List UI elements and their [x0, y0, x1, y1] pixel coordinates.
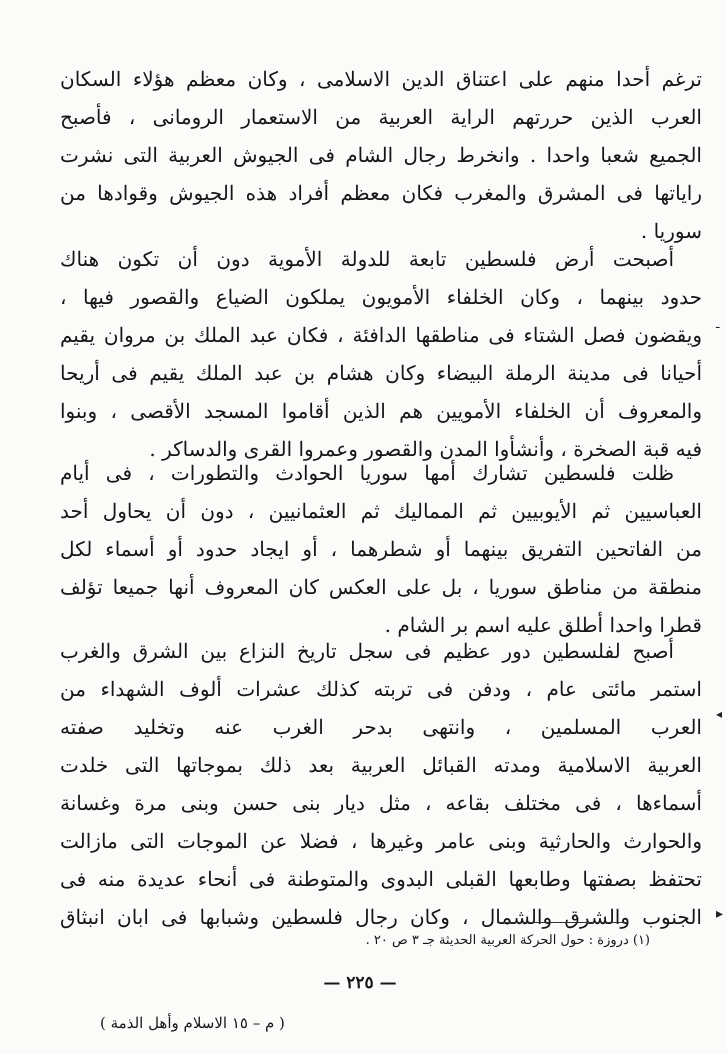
text-line: سوريا . — [640, 219, 702, 243]
text-line: العرب المسلمين ، وانتهى بدحر الغرب عنه وتخليد صفته — [60, 715, 702, 739]
text-line: والمعروف أن الخلفاء الأمويين هم الذين أقاموا المسجد الأقصى ، وبنوا — [60, 399, 702, 423]
text-line: ظلت فلسطين تشارك أمها سوريا الحوادث والتطورات ، فى أيام — [60, 461, 674, 485]
text-line: والحوارث والحارثية وبنى عامر وغيرها ، فضلا عن الموجات التى مازالت — [60, 829, 702, 853]
text-line: تحتفظ بصفتها وطابعها القبلى البدوى والمتوطنة فى أنحاء عديدة منه فى — [60, 867, 702, 891]
text-line: العباسيين ثم الأيوبيين ثم المماليك ثم العثمانيين ، دون أن يحاول أحد — [60, 499, 702, 523]
text-line: العرب الذين حررتهم الراية العربية من الاستعمار الرومانى ، فأصبح — [60, 105, 702, 129]
footnote: (١) دروزة : حول الحركة العربية الحديثة جـ ٣ ص ٢٠ . — [365, 933, 650, 948]
text-line: أصبحت أرض فلسطين تابعة للدولة الأموية دون أن تكون هناك — [60, 247, 674, 271]
text-line: ترغم أحدا منهم على اعتناق الدين الاسلامى ، وكان معظم هؤلاء السكان — [60, 67, 702, 91]
text-line: أحيانا فى مدينة الرملة البيضاء وكان هشام بن عبد الملك يقيم فى أريحا — [60, 361, 702, 385]
footnote-divider — [497, 922, 625, 923]
text-line: راياتها فى المشرق والمغرب فكان معظم أفراد هذه الجيوش وقوادها من — [60, 181, 702, 205]
margin-mark: ▸ — [716, 906, 724, 922]
paragraph-4 — [60, 632, 702, 936]
text-line: قطرا واحدا أطلق عليه اسم بر الشام . — [384, 613, 702, 637]
text-line: من الفاتحين التفريق بينهما أو شطرهما ، أو ايجاد حدود أو أسماء لكل — [60, 537, 702, 561]
paragraph-2 — [60, 240, 702, 468]
text-line: منطقة من مناطق سوريا ، بل على العكس كان المعروف أنها جميعا تؤلف — [60, 575, 702, 599]
paragraph-3 — [60, 454, 702, 644]
printer-signature: ( م – ١٥ الاسلام وأهل الذمة ) — [100, 1014, 285, 1032]
text-line: أسماءها ، فى مختلف بقاعه ، مثل ديار بنى حسن وبنى مرة وغسانة — [60, 791, 702, 815]
text-line: استمر مائتى عام ، ودفن فى تربته كذلك عشرات ألوف الشهداء من — [60, 677, 702, 701]
paragraph-1 — [60, 60, 702, 250]
text-line: الجميع شعبا واحدا . وانخرط رجال الشام فى الجيوش العربية التى نشرت — [60, 143, 702, 167]
text-line: الجنوب والشرق والشمال ، وكان رجال فلسطين وشبابها فى ابان انبثاق — [60, 905, 702, 929]
text-line: ويقضون فصل الشتاء فى مناطقها الدافئة ، فكان عبد الملك بن مروان يقيم — [60, 323, 702, 347]
margin-mark: ◂ — [716, 707, 723, 721]
text-line: أصبح لفلسطين دور عظيم فى سجل تاريخ النزاع بين الشرق والغرب — [60, 639, 674, 663]
page-number: — ٢٢٥ — — [323, 973, 397, 993]
margin-mark: ـ — [716, 317, 720, 331]
text-line: فيه قبة الصخرة ، وأنشأوا المدن والقصور وعمروا القرى والدساكر . — [149, 437, 702, 461]
text-line: حدود بينهما ، وكان الخلفاء الأمويون يملكون الضياع والقصور فيها ، — [60, 285, 702, 309]
text-line: العربية الاسلامية ومدته القبائل العربية بعد ذلك بموجاتها التى خلدت — [60, 753, 702, 777]
